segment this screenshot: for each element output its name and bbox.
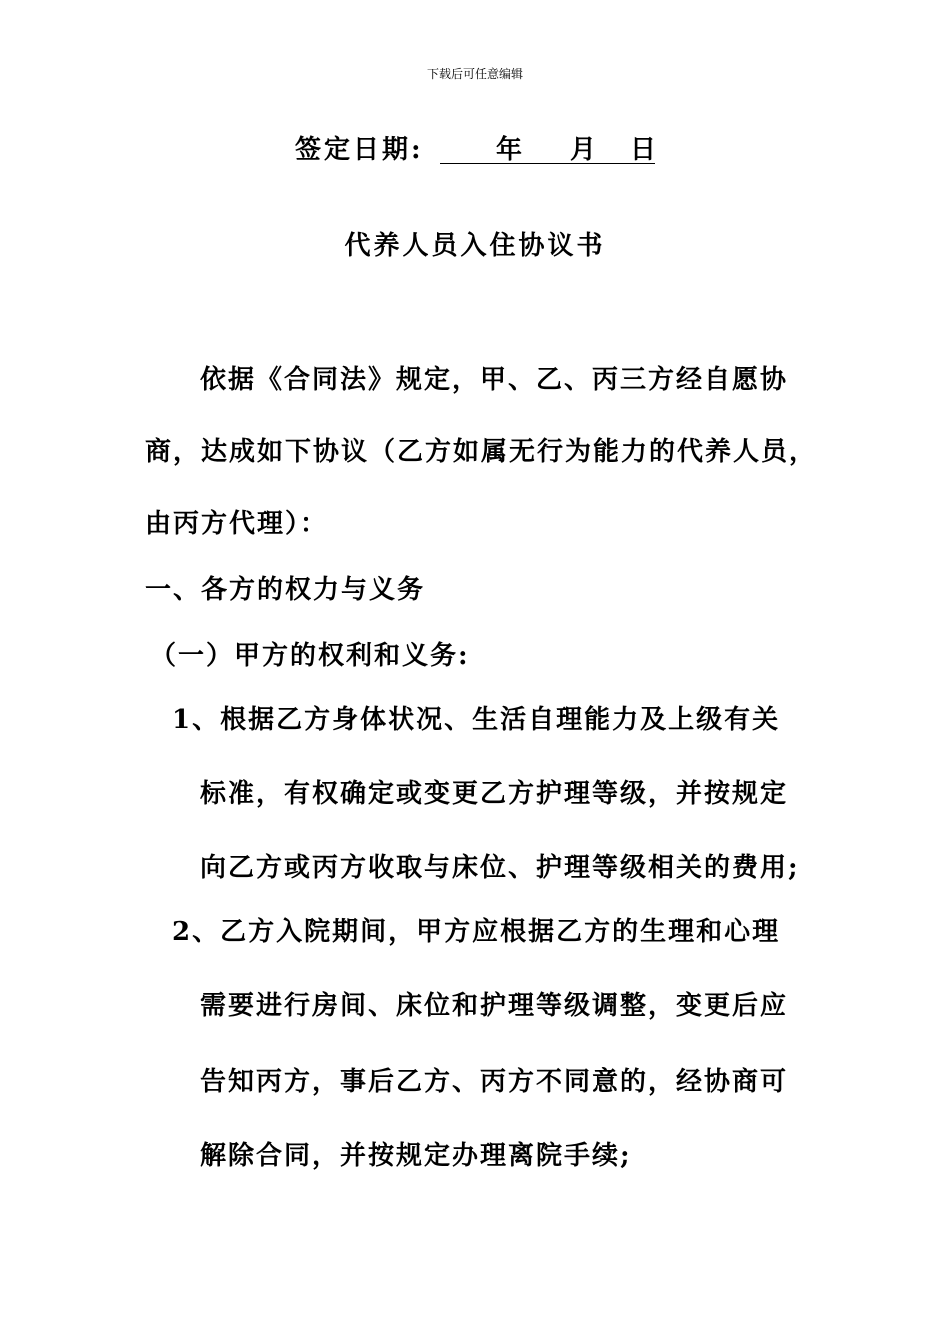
item-1-line-1: 1、根据乙方身体状况、生活自理能力及上级有关 [172, 705, 781, 735]
item-2-line-1: 2、乙方入院期间，甲方应根据乙方的生理和心理 [172, 917, 781, 947]
sign-date-label: 签定日期: [295, 135, 424, 165]
item-2-line-4: 解除合同，并按规定办理离院手续; [200, 1141, 632, 1171]
header-note: 下载后可任意编辑 [426, 67, 523, 81]
date-underline [440, 163, 655, 164]
item-1-line-2: 标准，有权确定或变更乙方护理等级，并按规定 [200, 779, 789, 809]
date-month-label: 月 [570, 135, 597, 165]
subsection-heading: （一）甲方的权利和义务: [150, 641, 470, 671]
date-year-label: 年 [496, 135, 523, 165]
section-heading: 一、各方的权力与义务 [145, 575, 426, 605]
intro-line-1: 依据《合同法》规定，甲、乙、丙三方经自愿协 [200, 365, 789, 395]
item-2-line-3: 告知丙方，事后乙方、丙方不同意的，经协商可 [200, 1067, 789, 1097]
document-title: 代养人员入住协议书 [344, 231, 606, 261]
date-day-label: 日 [630, 135, 657, 165]
intro-line-3: 由丙方代理）： [145, 509, 329, 539]
item-1-line-3: 向乙方或丙方收取与床位、护理等级相关的费用; [200, 853, 800, 883]
intro-line-2: 商，达成如下协议（乙方如属无行为能力的代养人员， [145, 437, 818, 467]
item-2-line-2: 需要进行房间、床位和护理等级调整，变更后应 [200, 991, 789, 1021]
